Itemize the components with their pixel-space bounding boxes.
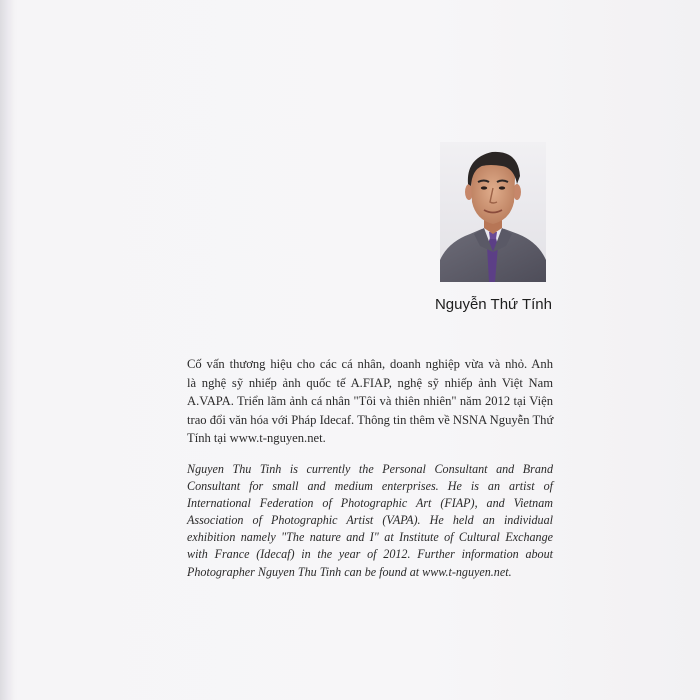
author-portrait-photo — [440, 142, 546, 282]
person-portrait-icon — [440, 142, 546, 282]
author-name: Nguyễn Thứ Tính — [434, 296, 552, 313]
bio-english-line: Association of Photographic Artist (VAPA). He held an individual — [187, 513, 553, 528]
bio-english-line: Nguyen Thu Tinh is currently the Personal Consultant and Brand — [187, 462, 553, 476]
bio-vietnamese-line: Cố vấn thương hiệu cho các cá nhân, doanh nghiệp vừa và nhỏ. Anh — [187, 357, 553, 371]
bio-english-line: Photographer Nguyen Thu Tinh can be found at www.t-nguyen.net. — [187, 564, 512, 579]
bio-english-line: with France (Idecaf) in the year of 2012. Further information about — [187, 547, 553, 562]
bio-vietnamese-line: Tính tại www.t-nguyen.net. — [187, 431, 326, 446]
bio-english — [187, 461, 553, 581]
bio-english-line: exhibition namely "The nature and I" at Institute of Cultural Exchange — [187, 530, 553, 545]
bio-english-line: Consultant for small and medium enterprises. He is an artist of — [187, 479, 553, 494]
bio-vietnamese-line: trao đổi văn hóa với Pháp Idecaf. Thông tin thêm về NSNA Nguyễn Thứ — [187, 412, 554, 427]
page-fold-shadow — [0, 0, 14, 700]
bio-vietnamese-line: A.VAPA. Triển lãm ảnh cá nhân "Tôi và thiên nhiên" năm 2012 tại Viện — [187, 394, 553, 409]
bio-english-line: International Federation of Photographic Art (FIAP), and Vietnam — [187, 496, 553, 511]
bio-vietnamese-line: là nghệ sỹ nhiếp ảnh quốc tế A.FIAP, nghệ sỹ nhiếp ảnh Việt Nam — [187, 375, 553, 390]
bio-vietnamese — [187, 355, 553, 448]
